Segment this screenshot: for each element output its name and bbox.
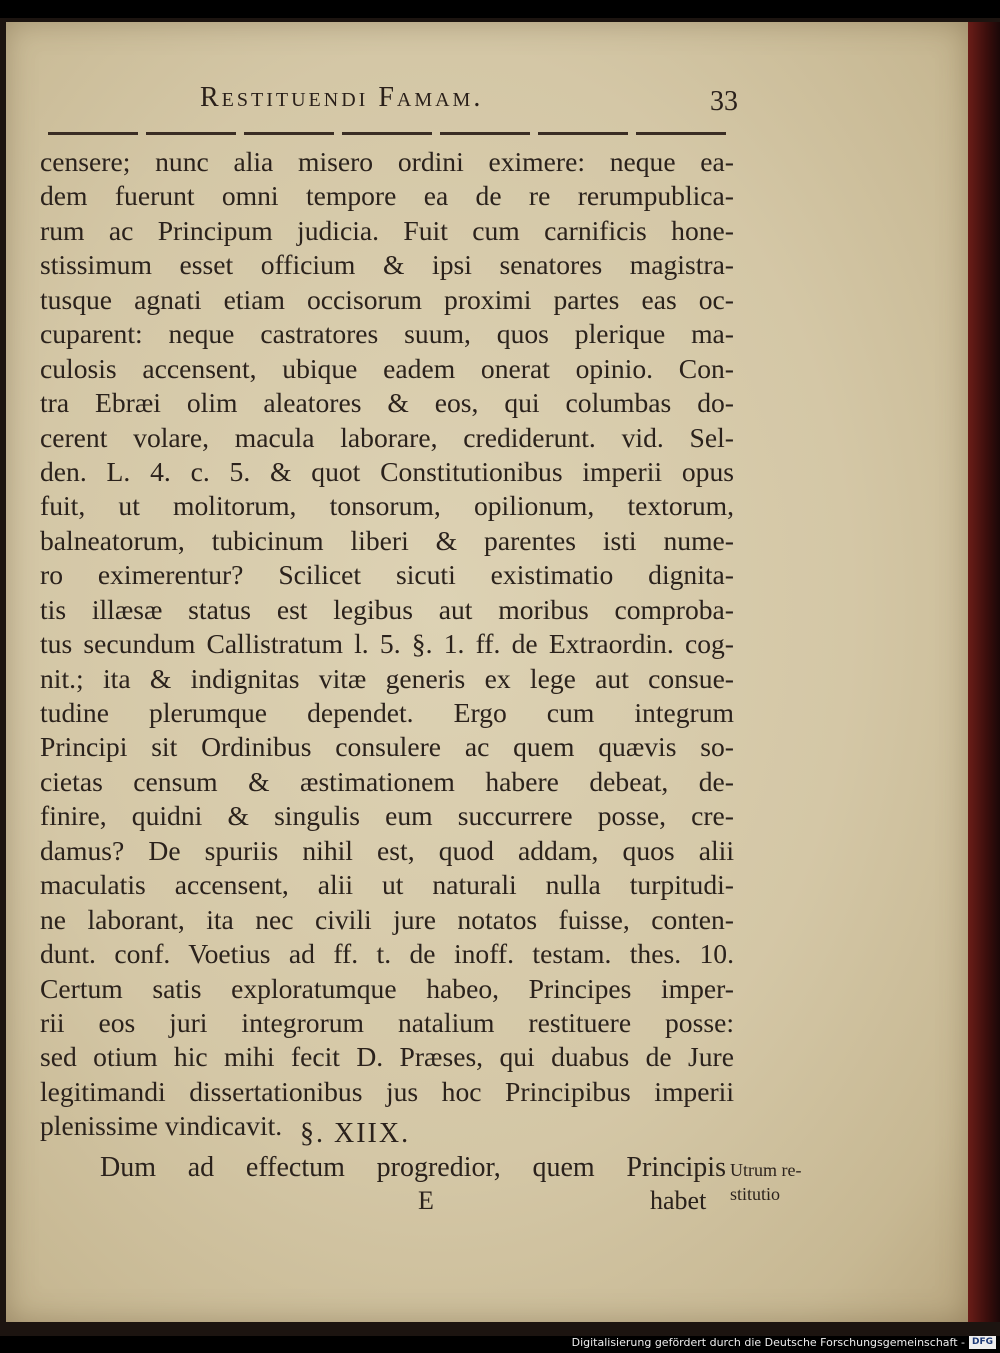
signature-mark: E [418,1186,434,1215]
body-line: finire, quidni & singulis eum succurrere posse, cre- [40,800,734,832]
body-line: fuit, ut molitorum, tonsorum, opilionum, textorum, [40,490,734,522]
body-line: dem fuerunt omni tempore ea de re rerumpublica- [40,180,734,212]
body-line: tis illæsæ status est legibus aut moribus comproba- [40,593,734,625]
header-rule [48,132,728,135]
body-line: ne laborant, ita nec civili jure notatos fuisse, conten- [40,903,734,935]
footer-credit: Digitalisierung gefördert durch die Deutsche Forschungsgemeinschaft - [571,1336,965,1349]
body-line: stissimum esset officium & ipsi senatores magistra- [40,249,734,281]
body-line: legitimandi dissertationibus jus hoc Principibus imperii [40,1075,734,1107]
running-head: Restituendi Famam. [200,82,484,113]
page-header [170,66,910,116]
body-line: sed otium hic mihi fecit D. Præses, qui duabus de Jure [40,1041,734,1073]
body-line: balneatorum, tubicinum liberi & parentes isti nume- [40,524,734,556]
body-line: plenissime vindicavit. [40,1110,283,1142]
body-text [40,145,734,1144]
body-line: tudine plerumque dependet. Ergo cum integrum [40,697,734,728]
marginal-note-line: Utrum re- [730,1160,802,1180]
catchword: habet [650,1186,707,1215]
body-line: culosis accensent, ubique eadem onerat opinio. Con- [40,352,734,384]
body-line: damus? De spuriis nihil est, quod addam, quos alii [40,834,734,866]
body-line: tus secundum Callistratum l. 5. §. 1. ff. de Extraordin. cog- [40,628,734,660]
body-line: Certum satis exploratumque habeo, Principes imper- [40,972,734,1004]
body-line: cuparent: neque castratores suum, quos plerique ma- [40,318,734,350]
dfg-logo: DFG [969,1336,996,1349]
body-line: cerent volare, macula laborare, crediderunt. vid. Sel- [40,421,734,453]
section-heading: §. XIIX. [300,1118,411,1149]
body-line: ro eximerentur? Scilicet sicuti existimatio dignita- [40,559,734,591]
body-line: maculatis accensent, alii ut naturali nulla turpitudi- [40,869,734,901]
body-line: dunt. conf. Voetius ad ff. t. de inoff. testam. thes. 10. [40,938,734,970]
page-number: 33 [710,86,738,117]
body-line: Principi sit Ordinibus consulere ac quem quævis so- [40,731,734,763]
body-line: tra Ebræi olim aleatores & eos, qui columbas do- [40,387,734,419]
marginal-note-line: stitutio [730,1184,781,1204]
body-line: rum ac Principum judicia. Fuit cum carnificis hone- [40,214,734,246]
body-line: den. L. 4. c. 5. & quot Constitutionibus imperii opus [40,455,734,487]
footer [572,1336,996,1349]
body-line: cietas censum & æstimationem habere debeat, de- [40,765,734,797]
body-last-line: Dum ad effectum progredior, quem Principis [100,1152,726,1183]
body-line: censere; nunc alia misero ordini eximere: neque ea- [40,146,734,177]
body-line: nit.; ita & indignitas vitæ generis ex lege aut consue- [40,662,734,694]
marginal-note [730,1158,820,1206]
book-edge [968,22,1000,1322]
body-line: tusque agnati etiam occisorum proximi partes eas oc- [40,283,734,315]
body-line: rii eos juri integrorum natalium restituere posse: [40,1006,734,1038]
